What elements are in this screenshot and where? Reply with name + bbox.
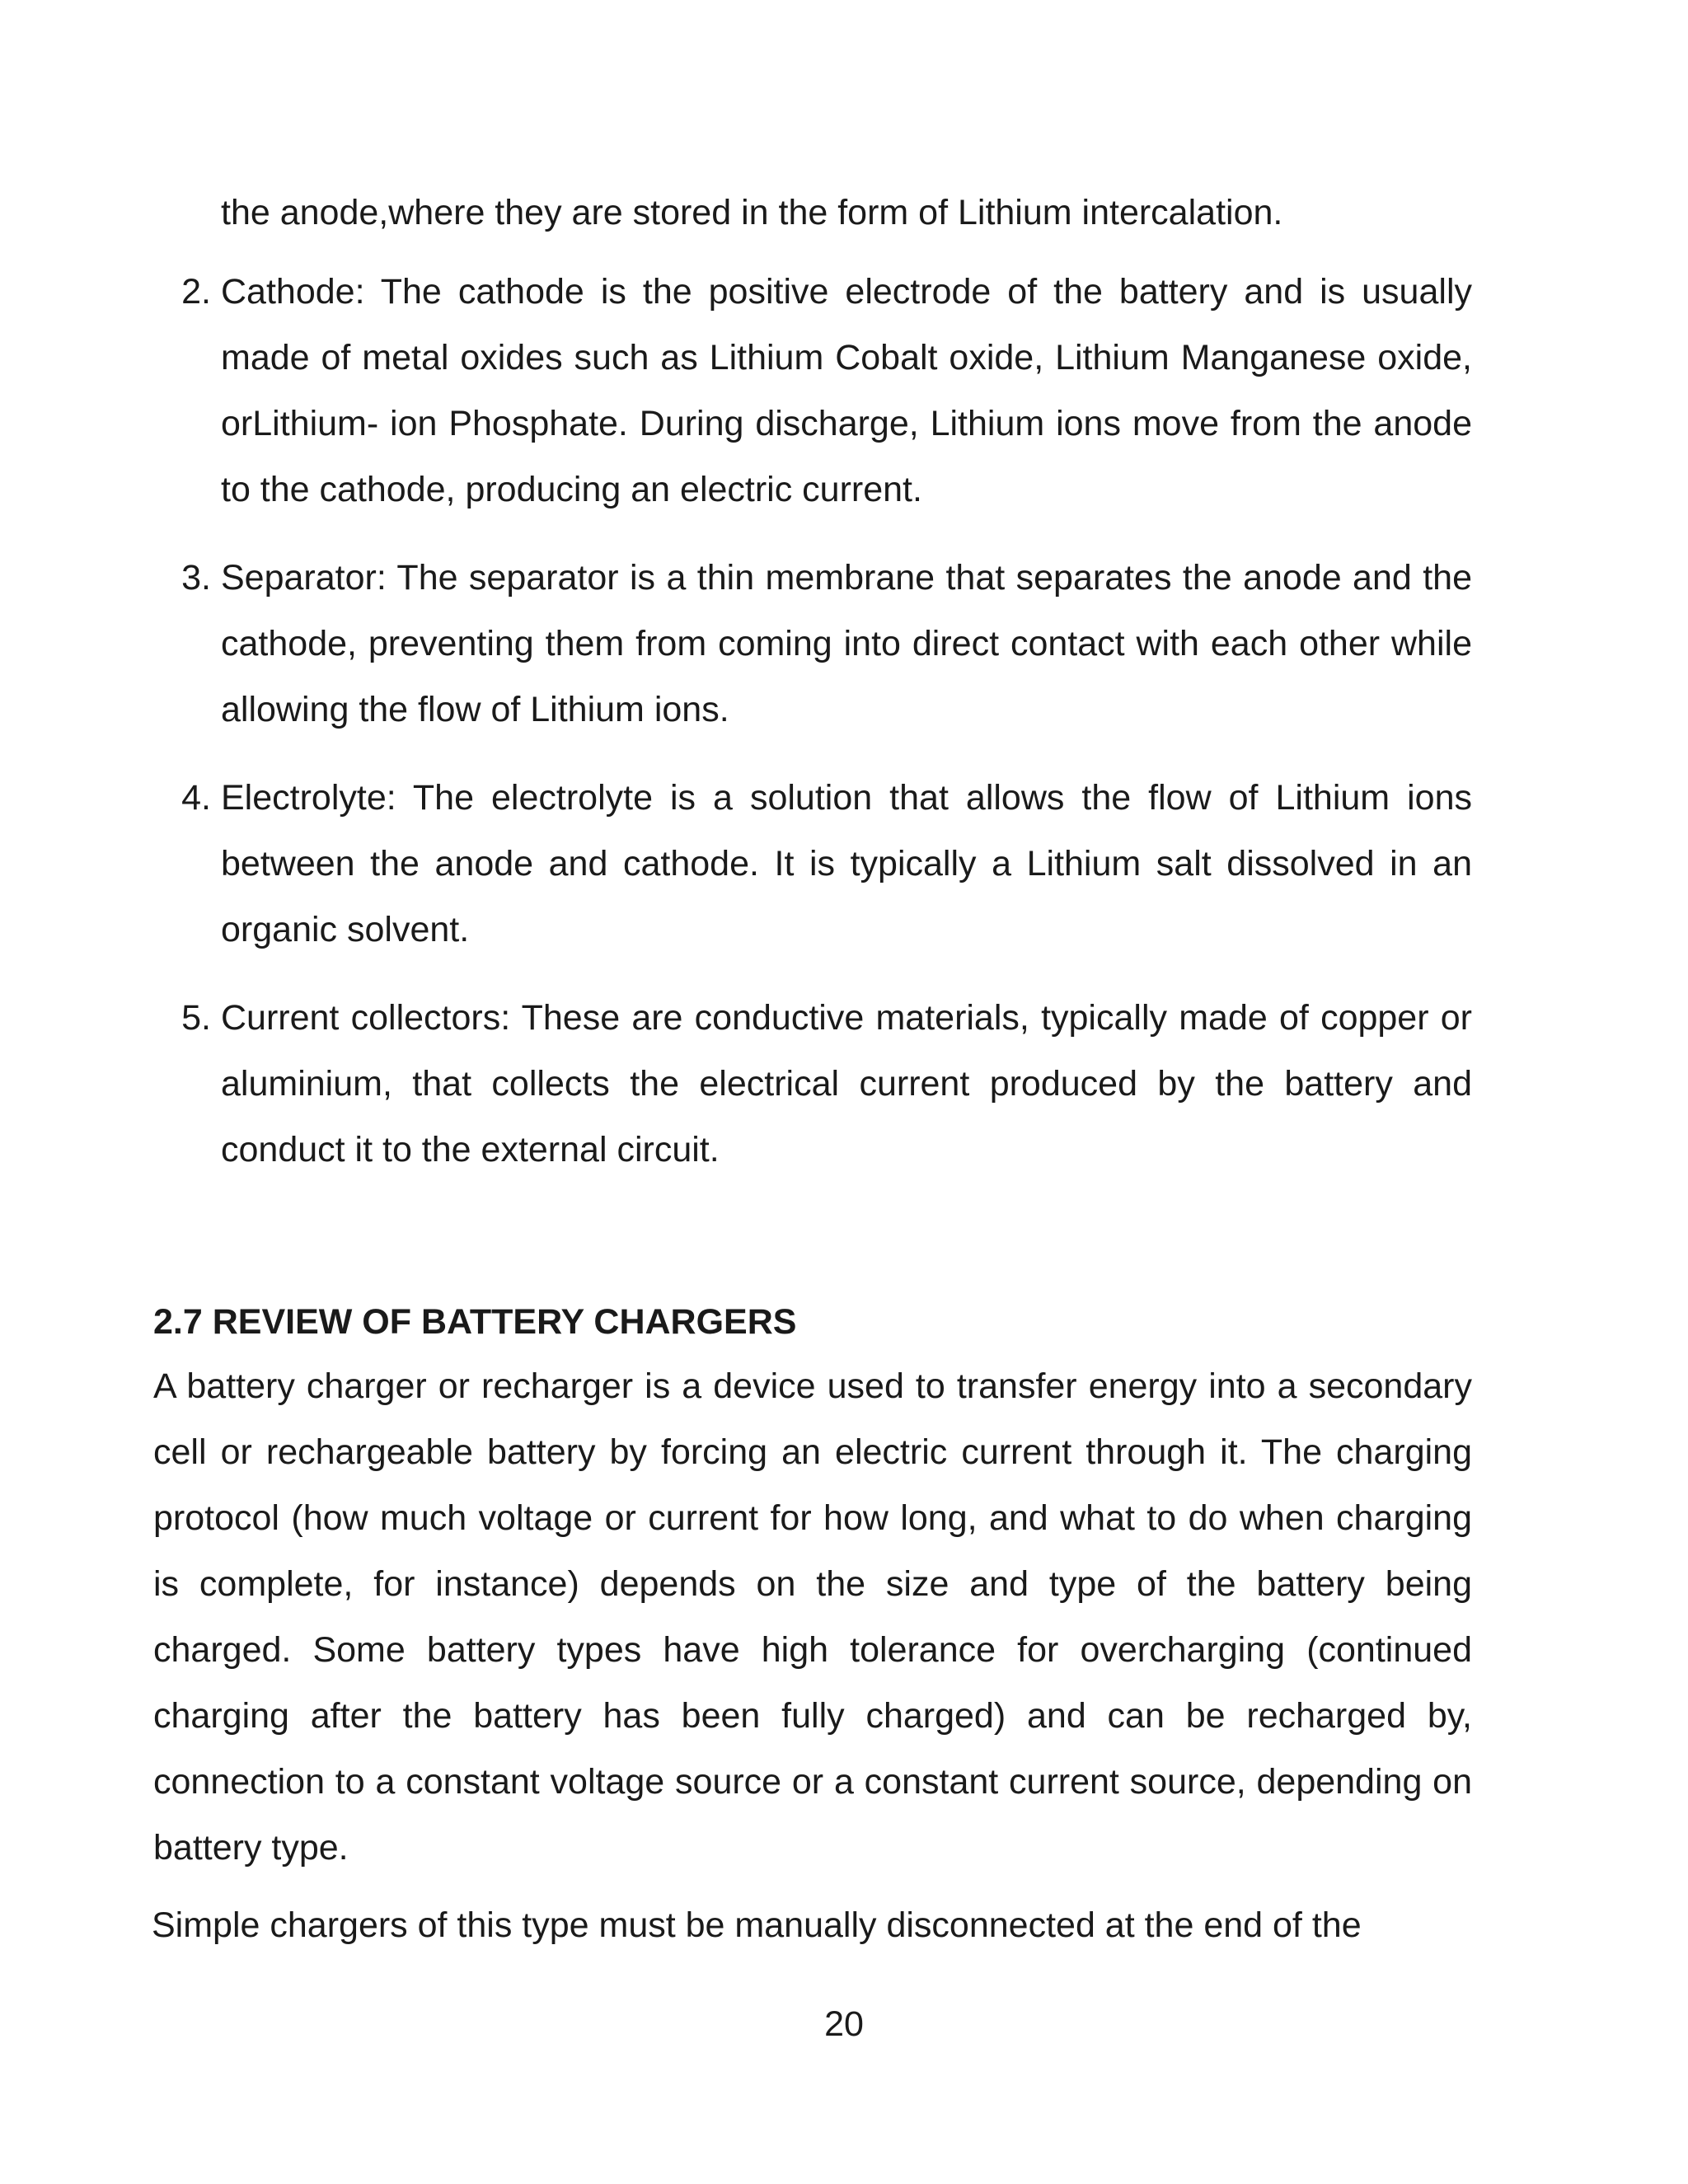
list-item	[181, 259, 1472, 523]
list-item-text: Current collectors: These are conductive materials, typically made of copper or aluminium, that collects the electrical current produced by the battery and conduct it to the external circuit.	[221, 998, 1472, 1169]
continuation-text: the anode,where they are stored in the form of Lithium intercalation.	[221, 193, 1283, 232]
list-item-number: 3.	[181, 558, 211, 598]
list-item-text: Cathode: The cathode is the positive electrode of the battery and is usually made of metal oxides such as Lithium Cobalt oxide, Lithium Manganese oxide, orLithium- ion Phosphate. During discharge, Lithium ions move from the anode to the cathode, producing an electric current.	[221, 272, 1472, 509]
list-item-text: Separator: The separator is a thin membrane that separates the anode and the cathode, preventing them from coming into direct contact with each other while allowing the flow of Lithium ions.	[221, 558, 1472, 729]
body-paragraph: A battery charger or recharger is a device used to transfer energy into a secondary cell or rechargeable battery by forcing an electric current through it. The charging protocol (how much voltage or current for how long, and what to do when charging is complete, for instance) depends on the size and type of the battery being charged. Some battery types have high tolerance for overcharging (continued charging after the battery has been fully charged) and can be recharged by, connection to a constant voltage source or a constant current source, depending on battery type.	[153, 1366, 1472, 1868]
section-heading: 2.7 REVIEW OF BATTERY CHARGERS	[153, 1302, 797, 1342]
page-number: 20	[824, 2004, 864, 2044]
body-paragraph: Simple chargers of this type must be manually disconnected at the end of the	[152, 1905, 1362, 1945]
list-item-number: 4.	[181, 778, 211, 818]
list-item	[181, 985, 1472, 1183]
component-list	[0, 259, 1688, 1205]
list-item-text: Electrolyte: The electrolyte is a solution that allows the flow of Lithium ions between the anode and cathode. It is typically a Lithium salt dissolved in an organic solvent.	[221, 778, 1472, 949]
list-item	[181, 545, 1472, 743]
list-item-number: 2.	[181, 272, 211, 312]
list-item-number: 5.	[181, 998, 211, 1038]
list-item	[181, 765, 1472, 963]
